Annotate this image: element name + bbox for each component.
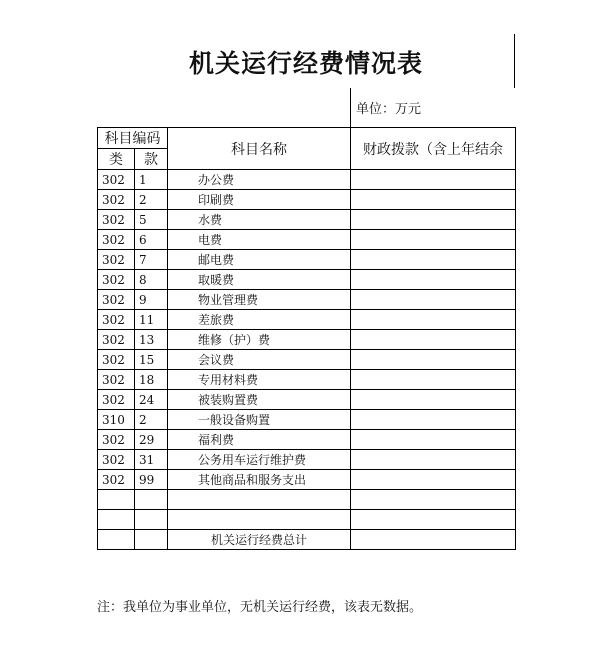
cell-amount [351,270,516,290]
cell-class: 302 [98,170,135,190]
cell-name: 福利费 [168,430,351,450]
cell-name: 水费 [168,210,351,230]
cell-name: 会议费 [168,350,351,370]
table-row [98,190,516,210]
table-row [98,290,516,310]
cell-class: 302 [98,370,135,390]
table-row [98,430,516,450]
cell-amount [351,410,516,430]
cell-name: 其他商品和服务支出 [168,470,351,490]
operating-expense-table [97,127,516,550]
cell-name [168,490,351,510]
cell-item: 1 [135,170,168,190]
cell-name: 专用材料费 [168,370,351,390]
header-row-1 [98,128,516,149]
cell-class: 302 [98,470,135,490]
table-row [98,410,516,430]
cell-class: 302 [98,450,135,470]
cell-class: 302 [98,430,135,450]
cell-item: 2 [135,190,168,210]
total-amount [351,530,516,550]
cell-class: 302 [98,330,135,350]
cell-name: 差旅费 [168,310,351,330]
cell-name: 取暖费 [168,270,351,290]
cell-item: 2 [135,410,168,430]
cell-item: 8 [135,270,168,290]
table-row [98,470,516,490]
table-row [98,310,516,330]
cell-class: 302 [98,310,135,330]
cell-name: 邮电费 [168,250,351,270]
cell-class [98,510,135,530]
cell-name [168,510,351,530]
cell-name: 电费 [168,230,351,250]
cell-item: 24 [135,390,168,410]
cell-name: 公务用车运行维护费 [168,450,351,470]
cell-item: 5 [135,210,168,230]
page-title: 机关运行经费情况表 [188,49,423,78]
unit-label: 单位：万元 [356,102,422,117]
table-row [98,350,516,370]
table-row [98,170,516,190]
header-item: 款 [135,149,168,170]
table-row [98,390,516,410]
cell-amount [351,430,516,450]
cell-amount [351,170,516,190]
cell-item: 7 [135,250,168,270]
table-row [98,330,516,350]
cell-amount [351,390,516,410]
cell-name: 被装购置费 [168,390,351,410]
header-code-group: 科目编码 [98,128,168,149]
table-row [98,450,516,470]
table-row [98,370,516,390]
total-row [98,530,516,550]
cell-class: 302 [98,390,135,410]
total-label: 机关运行经费总计 [168,530,351,550]
cell-class: 302 [98,250,135,270]
cell-amount [351,230,516,250]
table-row [98,270,516,290]
cell-item: 11 [135,310,168,330]
cell-name: 办公费 [168,170,351,190]
cell-class [98,530,135,550]
cell-item: 15 [135,350,168,370]
cell-amount [351,310,516,330]
header-amount: 财政拨款（含上年结余 [351,128,516,170]
cell-item [135,510,168,530]
table-row [98,230,516,250]
cell-amount [351,450,516,470]
cell-amount [351,490,516,510]
cell-item: 9 [135,290,168,310]
cell-class: 302 [98,210,135,230]
cell-item: 13 [135,330,168,350]
header-class: 类 [98,149,135,170]
cell-amount [351,470,516,490]
cell-class: 302 [98,190,135,210]
cell-name: 印刷费 [168,190,351,210]
cell-amount [351,350,516,370]
header-name: 科目名称 [168,128,351,170]
cell-item: 31 [135,450,168,470]
cell-class: 310 [98,410,135,430]
cell-amount [351,330,516,350]
table-row [98,490,516,510]
cell-class [98,490,135,510]
cell-class: 302 [98,230,135,250]
title-rule [514,34,515,88]
cell-name: 维修（护）费 [168,330,351,350]
cell-amount [351,510,516,530]
cell-item [135,530,168,550]
cell-item [135,490,168,510]
cell-item: 99 [135,470,168,490]
unit-divider [350,88,351,128]
cell-name: 一般设备购置 [168,410,351,430]
table-row [98,210,516,230]
cell-name: 物业管理费 [168,290,351,310]
cell-amount [351,370,516,390]
cell-amount [351,250,516,270]
cell-class: 302 [98,270,135,290]
cell-item: 29 [135,430,168,450]
cell-item: 6 [135,230,168,250]
cell-amount [351,190,516,210]
cell-amount [351,210,516,230]
cell-amount [351,290,516,310]
footnote: 注：我单位为事业单位，无机关运行经费，该表无数据。 [97,600,423,615]
cell-item: 18 [135,370,168,390]
table-row [98,510,516,530]
cell-class: 302 [98,290,135,310]
table-row [98,250,516,270]
cell-class: 302 [98,350,135,370]
